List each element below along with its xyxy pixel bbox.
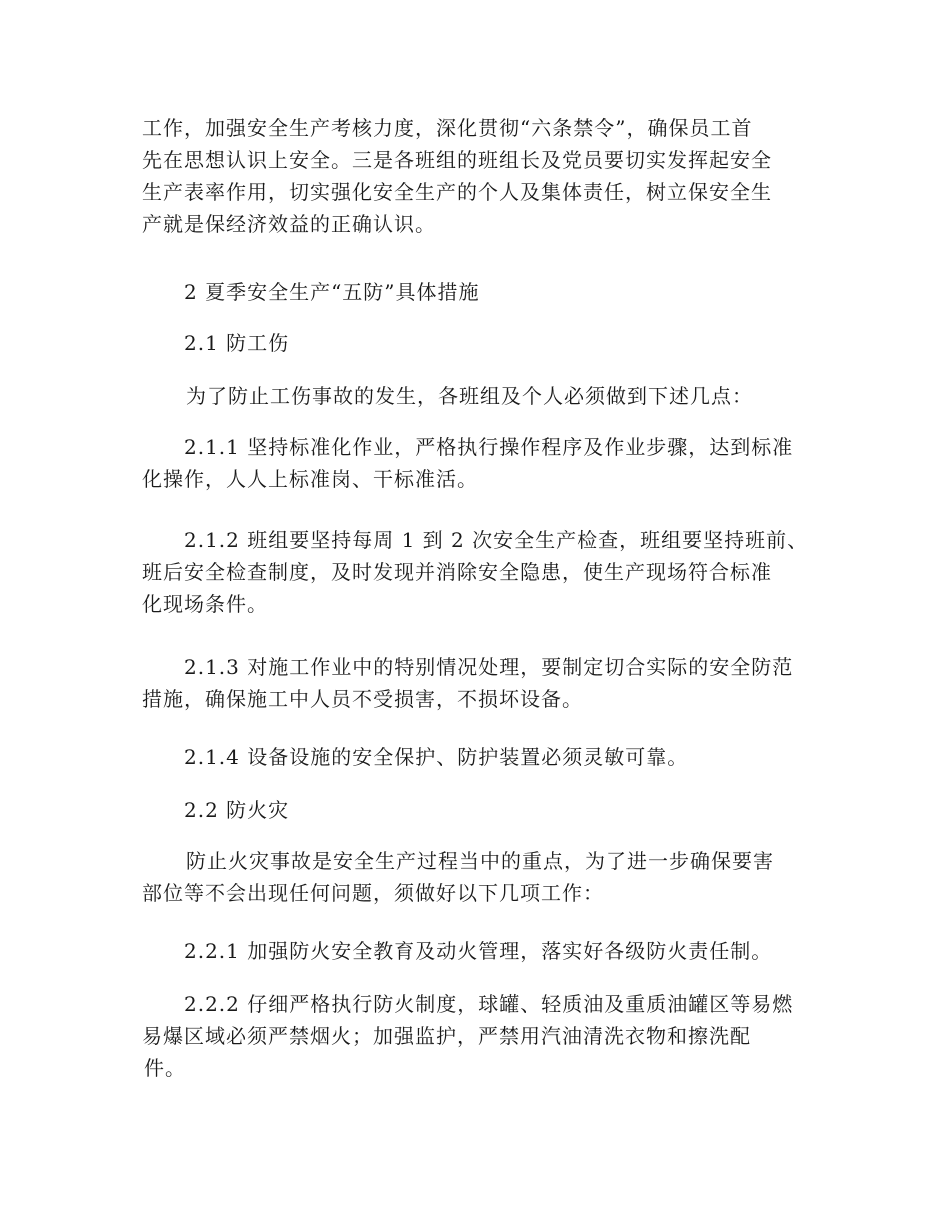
paragraph-2-2-intro bbox=[142, 845, 812, 909]
text-line: 班后安全检查制度，及时发现并消除安全隐患，使生产现场符合标准 bbox=[142, 560, 772, 584]
paragraph-2-1-2 bbox=[142, 524, 812, 620]
text-line: 2.1.4 设备设施的安全保护、防护装置必须灵敏可靠。 bbox=[184, 745, 689, 769]
text-line: 先在思想认识上安全。三是各班组的班组长及党员要切实发挥起安全 bbox=[142, 148, 772, 172]
text-line: 2.1.1 坚持标准化作业，严格执行操作程序及作业步骤，达到标准 bbox=[184, 435, 794, 459]
text-line: 措施，确保施工中人员不受损害，不损坏设备。 bbox=[142, 687, 583, 711]
heading-text: 2.1 防工伤 bbox=[184, 331, 290, 355]
text-line: 2.2.2 仔细严格执行防火制度，球罐、轻质油及重质油罐区等易燃 bbox=[184, 992, 794, 1016]
text-line: 工作，加强安全生产考核力度，深化贯彻“六条禁令”，确保员工首 bbox=[142, 116, 753, 140]
text-line: 化操作，人人上标准岗、干标准活。 bbox=[142, 467, 478, 491]
heading-text: 2.2 防火灾 bbox=[184, 798, 290, 822]
text-line: 生产表率作用，切实强化安全生产的个人及集体责任，树立保安全生 bbox=[142, 180, 772, 204]
paragraph-2-2-1 bbox=[142, 935, 812, 967]
text-line: 易爆区域必须严禁烟火；加强监护，严禁用汽油清洗衣物和擦洗配 bbox=[142, 1024, 751, 1048]
text-line: 化现场条件。 bbox=[142, 592, 268, 616]
paragraph-2-1-1 bbox=[142, 431, 812, 495]
section-heading-2-2 bbox=[142, 794, 812, 826]
paragraph-2-1-intro bbox=[142, 380, 812, 412]
text-line: 2.2.1 加强防火安全教育及动火管理，落实好各级防火责任制。 bbox=[184, 939, 773, 963]
text-line: 防止火灾事故是安全生产过程当中的重点，为了进一步确保要害 bbox=[186, 849, 774, 873]
paragraph-intro bbox=[142, 112, 812, 240]
text-line: 部位等不会出现任何问题，须做好以下几项工作： bbox=[142, 881, 604, 905]
heading-text: 2 夏季安全生产“五防”具体措施 bbox=[184, 280, 480, 304]
paragraph-2-1-4 bbox=[142, 741, 812, 773]
text-line: 为了防止工伤事故的发生，各班组及个人必须做到下述几点： bbox=[186, 384, 753, 408]
text-line: 2.1.2 班组要坚持每周 1 到 2 次安全生产检查，班组要坚持班前、 bbox=[184, 528, 809, 552]
section-heading-2-1 bbox=[142, 327, 812, 359]
paragraph-2-1-3 bbox=[142, 651, 812, 715]
section-heading-2 bbox=[142, 276, 812, 308]
paragraph-2-2-2 bbox=[142, 988, 812, 1084]
text-line: 2.1.3 对施工作业中的特别情况处理，要制定切合实际的安全防范 bbox=[184, 655, 794, 679]
text-line: 件。 bbox=[144, 1056, 186, 1080]
text-line: 产就是保经济效益的正确认识。 bbox=[142, 212, 436, 236]
